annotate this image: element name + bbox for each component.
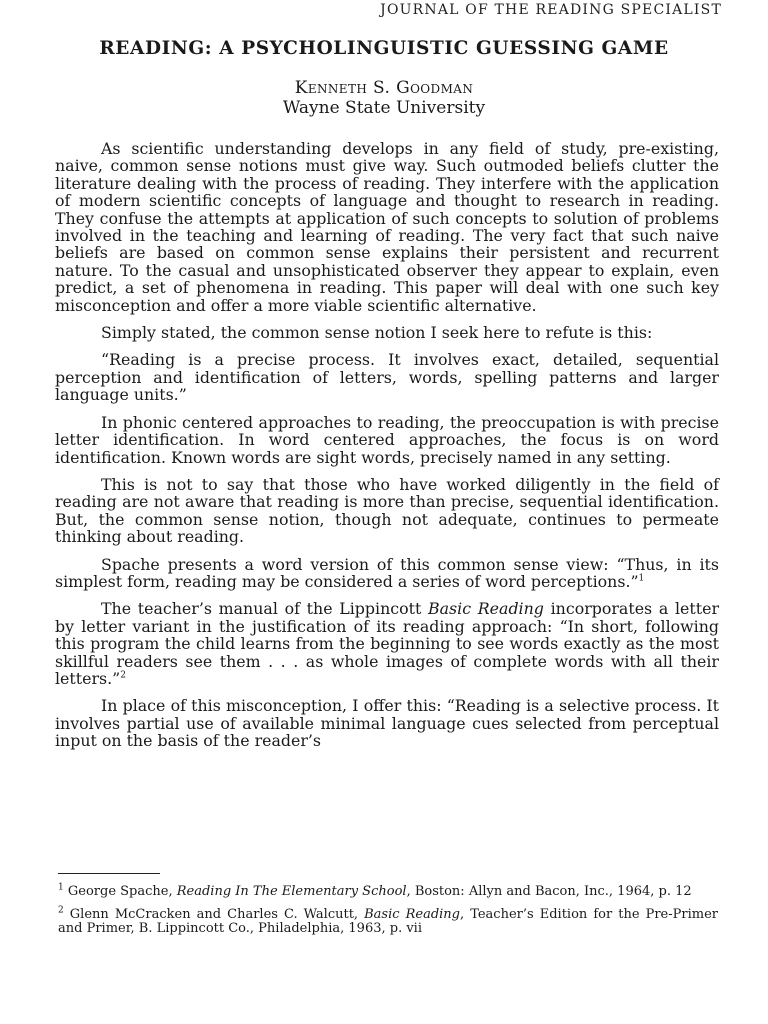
paragraph-6 [55, 556, 719, 591]
article-body [55, 140, 719, 760]
footnote-1-text-b: , Boston: Allyn and Bacon, Inc., 1964, p. 12 [406, 884, 692, 899]
footnote-1-text-a: George Spache, [67, 884, 177, 899]
paragraph-7-text-a: The teacher’s manual of the Lippincott [101, 599, 429, 619]
footnote-2-mark: 2 [58, 905, 64, 916]
paragraph-2: Simply stated, the common sense notion I seek here to refute is this: [101, 323, 653, 343]
running-head: JOURNAL OF THE READING SPECIALIST [380, 2, 722, 18]
footnote-1 [58, 882, 718, 900]
footnote-1-book-title: Reading In The Elementary School [176, 884, 407, 899]
footnote-ref-2: 2 [120, 670, 126, 681]
article-title: READING: A PSYCHOLINGUISTIC GUESSING GAME [99, 38, 669, 59]
paragraph-6-text: Spache presents a word version of this common sense view: “Thus, in its simplest form, reading may be considered a series of word perceptions.” [55, 554, 719, 591]
author-name: Kenneth S. Goodman [294, 78, 474, 98]
paragraph-5: This is not to say that those who have worked diligently in the field of reading are not aware that reading is more than precise, sequential identification. But, the common sense notion, though not adequate, continues to permeate thinking about reading. [55, 474, 719, 547]
footnote-divider [58, 873, 160, 874]
footnote-ref-1: 1 [638, 573, 645, 584]
author-affiliation: Wayne State University [282, 98, 486, 118]
paragraph-7-text-b: incorporates a letter by letter variant in the justification of its reading approach: “In short, following this program the child learns from the beginning to see words exactly as the most skillful readers see them . . . as whole images of complete words with all their letters.” [55, 599, 720, 688]
quoted-definition: “Reading is a precise process. It involves exact, detailed, sequential perception and identification of letters, words, spelling patterns and larger language units.” [55, 350, 719, 405]
footnotes [58, 882, 718, 945]
footnote-2 [58, 905, 718, 937]
footnote-2-text-b: , Teacher’s Edition for the Pre-Primer and Primer, B. Lippincott Co., Philadelphia, 1963, p. vii [58, 906, 718, 937]
paragraph-7-book-title: Basic Reading [428, 599, 544, 619]
paragraph-4: In phonic centered approaches to reading, the preoccupation is with precise letter identification. In word centered approaches, the focus is on word identification. Known words are sight words, precisely named in any setting. [55, 412, 719, 467]
footnote-2-book-title: Basic Reading [364, 906, 460, 922]
paragraph-8: In place of this misconception, I offer this: “Reading is a selective process. It involves partial use of available minimal language cues selected from perceptual input on the basis of the reader’s [55, 696, 719, 751]
footnote-2-text-a: Glenn McCracken and Charles C. Walcutt, [69, 906, 365, 922]
byline [0, 78, 768, 118]
paragraph-7 [55, 600, 719, 687]
footnote-1-mark: 1 [58, 882, 64, 893]
paragraph-1: As scientific understanding develops in any field of study, pre-existing, naive, common sense notions must give way. Such outmoded beliefs clutter the literature dealing with the process of reading. They interfere with the application of modern scientific concepts of language and thought to research in reading. They confuse the attempts at application of such concepts to solution of problems involved in the teaching and learning of reading. The very fact that such naive beliefs are based on common sense explains their persistent and recurrent nature. To the casual and unsophisticated observer they appear to explain, even predict, a set of phenomena in reading. This paper will deal with one such key misconception and offer a more viable scientific alternative. [55, 139, 719, 315]
